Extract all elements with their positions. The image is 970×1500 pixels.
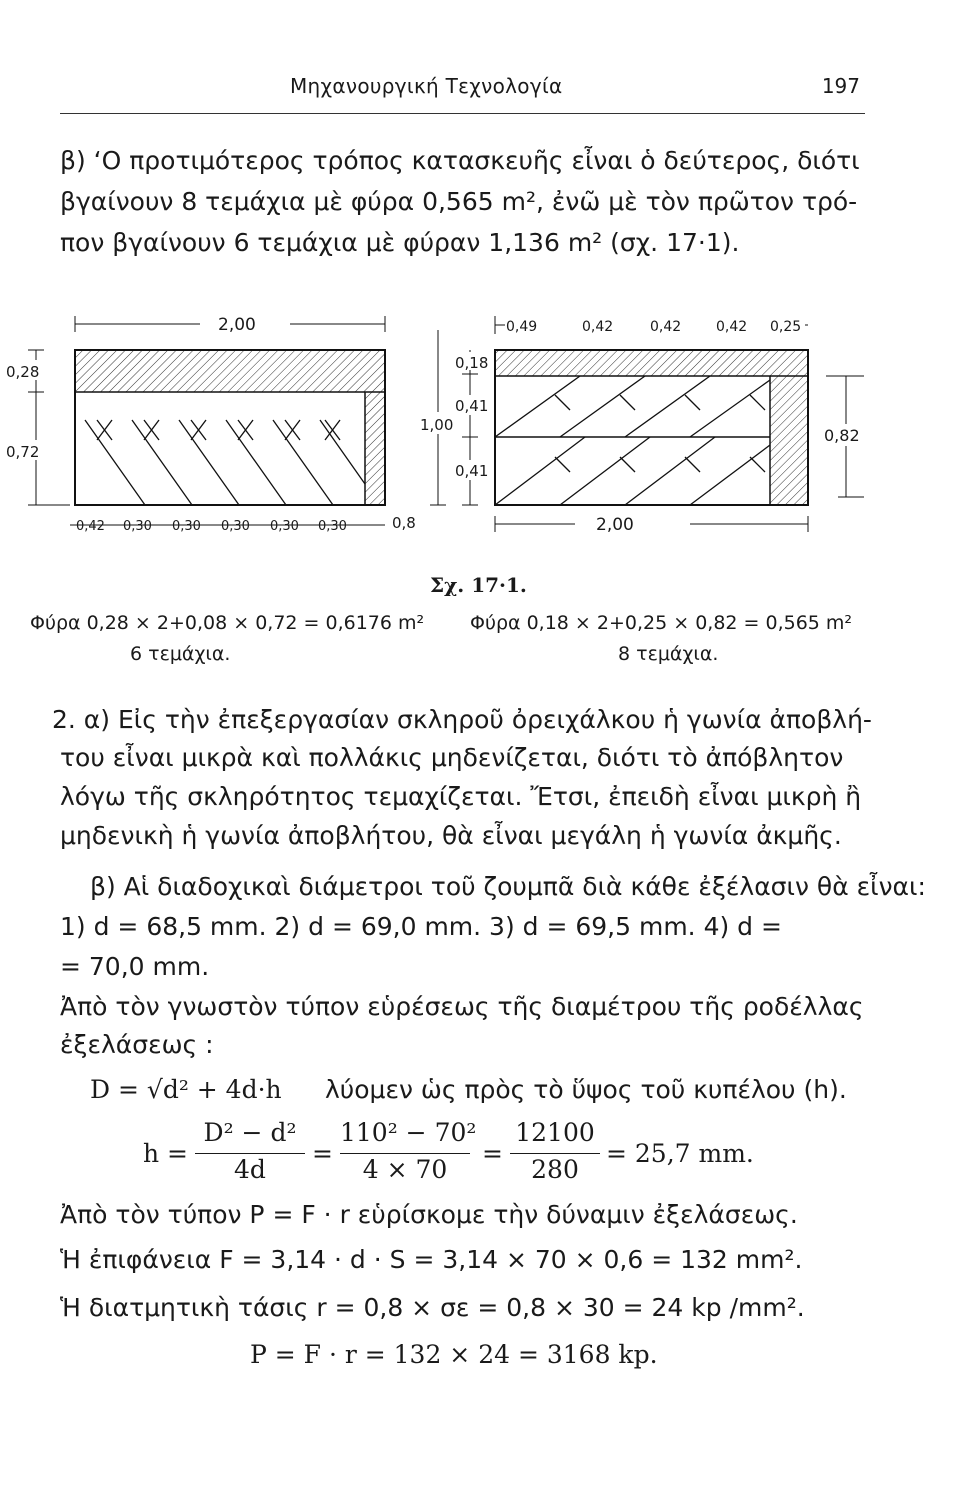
f2-numerator: 110² − 70² bbox=[340, 1118, 477, 1147]
f1-denominator: 4d bbox=[234, 1155, 266, 1184]
left-bottom-dim-5: 0,30 bbox=[270, 519, 299, 534]
left-bottom-dim-4: 0,30 bbox=[221, 519, 250, 534]
sec2-a-line-2: του εἶναι μικρὰ καὶ πολλάκις μηδενίζεται, διότι τὸ ἀπόβλητον bbox=[60, 743, 844, 772]
sec2-a-line-4: μηδενικὴ ἡ γωνία ἀποβλήτου, θὰ εἶναι μεγάλη ἡ γωνία ἀκμῆς. bbox=[60, 821, 842, 850]
right-top-dim-5: 0,25 bbox=[770, 319, 802, 335]
left-bottom-dims bbox=[70, 514, 416, 534]
left-caption-1: Φύρα 0,28 × 2+0,08 × 0,72 = 0,6176 m² bbox=[30, 612, 425, 634]
f1-bar bbox=[195, 1153, 305, 1154]
p-result-line: P = F · r = 132 × 24 = 3168 kp. bbox=[250, 1340, 658, 1369]
left-h1-label: 0,28 bbox=[6, 363, 40, 381]
left-bottom-dim-2: 0,30 bbox=[123, 519, 152, 534]
f-formula-line: Ἡ ἐπιφάνεια F = 3,14 · d · S = 3,14 × 70 × 0,6 = 132 mm². bbox=[60, 1245, 803, 1274]
right-caption-2: 8 τεμάχια. bbox=[618, 643, 719, 665]
page-number: 197 bbox=[821, 74, 860, 98]
right-v1-label: 0,18 bbox=[455, 354, 489, 372]
sec2-b-line-3: = 70,0 mm. bbox=[60, 952, 210, 981]
sec2-b-line-2: 1) d = 68,5 mm. 2) d = 69,0 mm. 3) d = 69,5 mm. 4) d = bbox=[60, 912, 782, 941]
f2-denominator: 4 × 70 bbox=[362, 1155, 448, 1184]
d-formula-text: λύομεν ὡς πρὸς τὸ ὕψος τοῦ κυπέλου (h). bbox=[325, 1075, 847, 1104]
h-lhs: h = bbox=[143, 1139, 188, 1168]
right-caption-1: Φύρα 0,18 × 2+0,25 × 0,82 = 0,565 m² bbox=[470, 612, 853, 634]
right-v2-label: 0,41 bbox=[455, 397, 489, 415]
r-formula-line: Ἡ διατμητικὴ τάσις r = 0,8 × σε = 0,8 × 30 = 24 kp /mm². bbox=[60, 1293, 805, 1322]
left-cut-lines bbox=[85, 420, 365, 505]
right-top-dim-1: 0,49 bbox=[506, 319, 538, 335]
h-result: = 25,7 mm. bbox=[606, 1139, 754, 1168]
right-top-scrap bbox=[496, 351, 807, 376]
right-top-dim-4: 0,42 bbox=[716, 319, 748, 335]
f3-denominator: 280 bbox=[531, 1155, 579, 1184]
f2-bar bbox=[340, 1153, 470, 1154]
right-side-height-label: 0,82 bbox=[824, 426, 860, 445]
para-b-line-2: βγαίνουν 8 τεμάχια μὲ φύρα 0,565 m², ἐνῶ μὲ τὸν πρῶτον τρό- bbox=[60, 187, 858, 216]
right-cut-lines bbox=[495, 376, 770, 505]
left-side-dim: 0,8 bbox=[392, 514, 416, 532]
sec2-b-line-4: Ἀπὸ τὸν γνωστὸν τύπον εὑρέσεως τῆς διαμέτρου τῆς ροδέλλας bbox=[60, 992, 864, 1021]
left-bottom-dim-1: 0,42 bbox=[76, 519, 105, 534]
running-title: Μηχανουργική Τεχνολογία bbox=[290, 74, 563, 98]
middle-dims bbox=[418, 330, 494, 505]
page-header bbox=[60, 74, 860, 104]
eq-sign-1: = bbox=[312, 1139, 333, 1168]
para-b-line-3: πον βγαίνουν 6 τεμάχια μὲ φύραν 1,136 m² (σχ. 17·1). bbox=[60, 228, 740, 257]
para-b-line-1: β) ‘Ο προτιμότερος τρόπος κατασκευῆς εἶναι ὁ δεύτερος, διότι bbox=[60, 146, 860, 175]
sec2-b-line-1: β) Αἱ διαδοχικαὶ διάμετροι τοῦ ζουμπᾶ διὰ κάθε ἐξέλασιν θὰ εἶναι: bbox=[90, 872, 926, 901]
f1-numerator: D² − d² bbox=[203, 1118, 297, 1147]
p-formula-line: Ἀπὸ τὸν τύπον P = F · r εὑρίσκομε τὴν δύναμιν ἐξελάσεως. bbox=[60, 1200, 798, 1229]
right-top-dim-2: 0,42 bbox=[582, 319, 614, 335]
sec2-a-line-1: 2. α) Εἰς τὴν ἐπεξεργασίαν σκληροῦ ὀρειχάλκου ἡ γωνία ἀποβλή- bbox=[52, 705, 872, 734]
left-caption-2: 6 τεμάχια. bbox=[130, 643, 231, 665]
f3-numerator: 12100 bbox=[515, 1118, 595, 1147]
header-rule bbox=[60, 113, 865, 114]
left-width-label: 2,00 bbox=[218, 315, 256, 335]
left-diagram bbox=[4, 315, 416, 534]
right-diagram bbox=[495, 315, 870, 535]
left-side-scrap bbox=[365, 392, 384, 504]
left-h2-label: 0,72 bbox=[6, 443, 40, 461]
sec2-b-line-5: ἐξελάσεως : bbox=[60, 1030, 214, 1059]
right-side-scrap bbox=[770, 376, 807, 504]
total-height-label: 1,00 bbox=[420, 416, 454, 434]
left-top-scrap bbox=[76, 351, 384, 392]
eq-sign-2: = bbox=[482, 1139, 503, 1168]
right-top-dim-3: 0,42 bbox=[650, 319, 682, 335]
right-v3-label: 0,41 bbox=[455, 462, 489, 480]
figure-17-1 bbox=[0, 300, 970, 570]
d-formula: D = √d² + 4d·h bbox=[90, 1075, 282, 1104]
figure-label: Σχ. 17·1. bbox=[430, 573, 527, 597]
right-width-label: 2,00 bbox=[596, 515, 634, 535]
f3-bar bbox=[510, 1153, 600, 1154]
left-bottom-dim-6: 0,30 bbox=[318, 519, 347, 534]
sec2-a-line-3: λόγω τῆς σκληρότητος τεμαχίζεται. Ἔτσι, ἐπειδὴ εἶναι μικρὴ ἢ bbox=[60, 782, 862, 811]
left-bottom-dim-3: 0,30 bbox=[172, 519, 201, 534]
